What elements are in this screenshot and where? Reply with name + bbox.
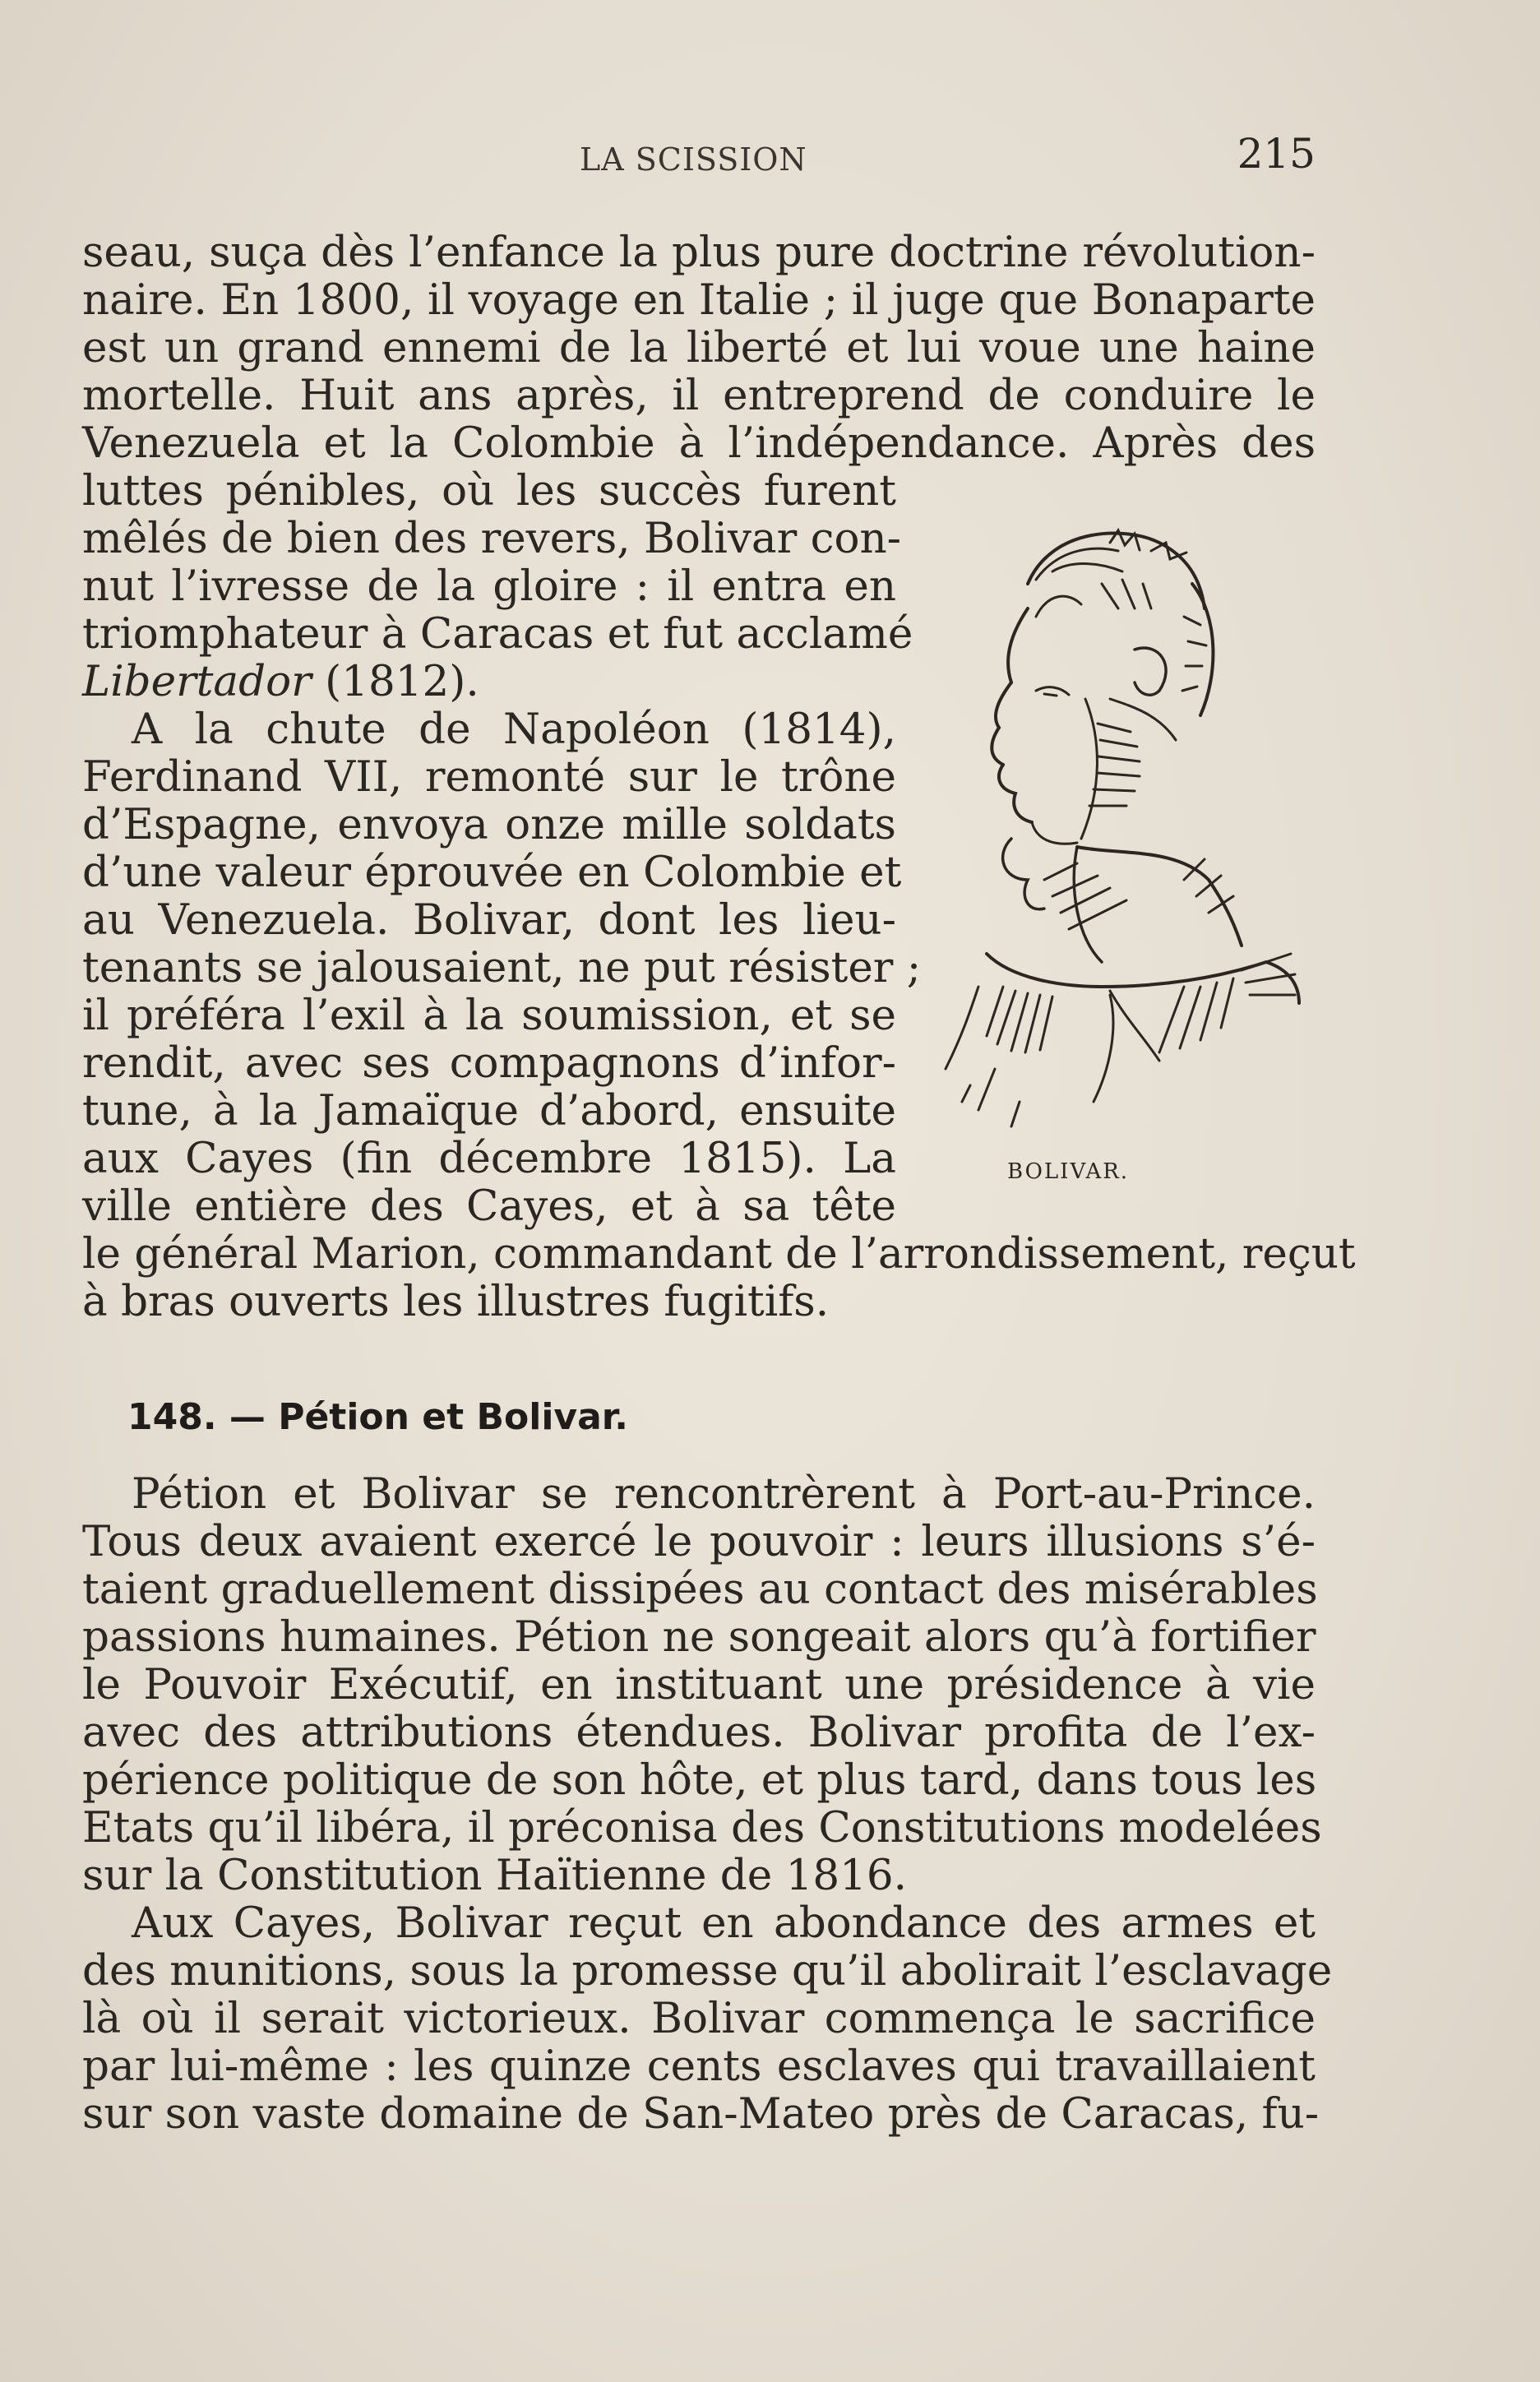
text-line: tenants se jalousaient, ne put résister ; [82, 943, 922, 992]
text-line: à bras ouverts les illustres fugitifs. [82, 1277, 830, 1326]
paragraph-3 [82, 1469, 1322, 1900]
text-line: Tous deux avaient exercé le pouvoir : leurs illusions s’é- [82, 1517, 1316, 1566]
text-line: Venezuela et la Colombie à l’indépendance. Après des [82, 419, 1316, 468]
paragraph-1-full [82, 229, 1316, 467]
text-fragment: (1812). [311, 657, 479, 706]
text-line: nut l’ivresse de la gloire : il entra en [82, 562, 896, 611]
page-number: 215 [1237, 130, 1316, 178]
text-line: périence politique de son hôte, et plus tard, dans tous les [82, 1755, 1317, 1805]
text-line: seau, suça dès l’enfance la plus pure doctrine révolution- [82, 228, 1316, 277]
text-line: avec des attributions étendues. Bolivar profita de l’ex- [82, 1708, 1316, 1757]
text-line: le Pouvoir Exécutif, en instituant une présidence à vie [82, 1660, 1316, 1709]
text-line: tune, à la Jamaïque d’abord, ensuite [82, 1086, 896, 1135]
text-line: mortelle. Huit ans après, il entreprend de conduire le [82, 371, 1316, 420]
text-line: aux Cayes (fin décembre 1815). La [82, 1134, 896, 1183]
text-line: Etats qu’il libéra, il préconisa des Constitutions modelées [82, 1803, 1322, 1852]
text-line: passions humaines. Pétion ne songeait alors qu’à fortifier [82, 1612, 1316, 1662]
text-line: d’Espagne, envoya onze mille soldats [82, 800, 896, 849]
text-line: d’une valeur éprouvée en Colombie et [82, 848, 902, 897]
text-line: est un grand ennemi de la liberté et lui voue une haine [82, 323, 1316, 372]
section-heading: 148. — Pétion et Bolivar. [127, 1396, 628, 1438]
text-line: des munitions, sous la promesse qu’il abolirait l’esclavage [82, 1946, 1333, 1996]
text-line [82, 658, 896, 705]
paragraph-2-full [82, 1229, 1356, 1326]
text-line: Pétion et Bolivar se rencontrèrent à Port-au-Prince. [132, 1469, 1316, 1519]
italic-word: Libertador [82, 657, 312, 706]
text-line: A la chute de Napoléon (1814), [132, 705, 896, 754]
text-line: Aux Cayes, Bolivar reçut en abondance des armes et [132, 1899, 1316, 1948]
paragraph-4 [82, 1899, 1333, 2139]
text-line: sur son vaste domaine de San-Mateo près de Caracas, fu- [82, 2089, 1320, 2139]
page-header [82, 123, 1316, 189]
text-line: par lui-même : les quinze cents esclaves qui travaillaient [82, 2042, 1316, 2091]
text-line: le général Marion, commandant de l’arrondissement, reçut [82, 1229, 1356, 1279]
text-line: il préféra l’exil à la soumission, et se [82, 991, 896, 1040]
text-line: ville entière des Cayes, et à sa tête [82, 1182, 896, 1231]
text-line: naire. En 1800, il voyage en Italie ; il juge que Bonaparte [82, 275, 1316, 325]
running-head: LA SCISSION [580, 141, 807, 178]
bolivar-portrait-icon [913, 493, 1307, 1143]
text-line: taient graduellement dissipées au contact des misérables [82, 1565, 1318, 1614]
text-line: là où il serait victorieux. Bolivar commença le sacrifice [82, 1994, 1316, 2043]
text-line: luttes pénibles, où les succès furent [82, 466, 896, 516]
text-line: sur la Constitution Haïtienne de 1816. [82, 1851, 908, 1900]
text-line: mêlés de bien des revers, Bolivar con- [82, 514, 902, 563]
text-line: rendit, avec ses compagnons d’infor- [82, 1038, 896, 1088]
text-line: triomphateur à Caracas et fut acclamé [82, 609, 913, 659]
text-line: Ferdinand VII, remonté sur le trône [82, 752, 896, 802]
figure-caption: BOLIVAR. [1007, 1159, 1130, 1184]
text-line: au Venezuela. Bolivar, dont les lieu- [82, 895, 896, 945]
